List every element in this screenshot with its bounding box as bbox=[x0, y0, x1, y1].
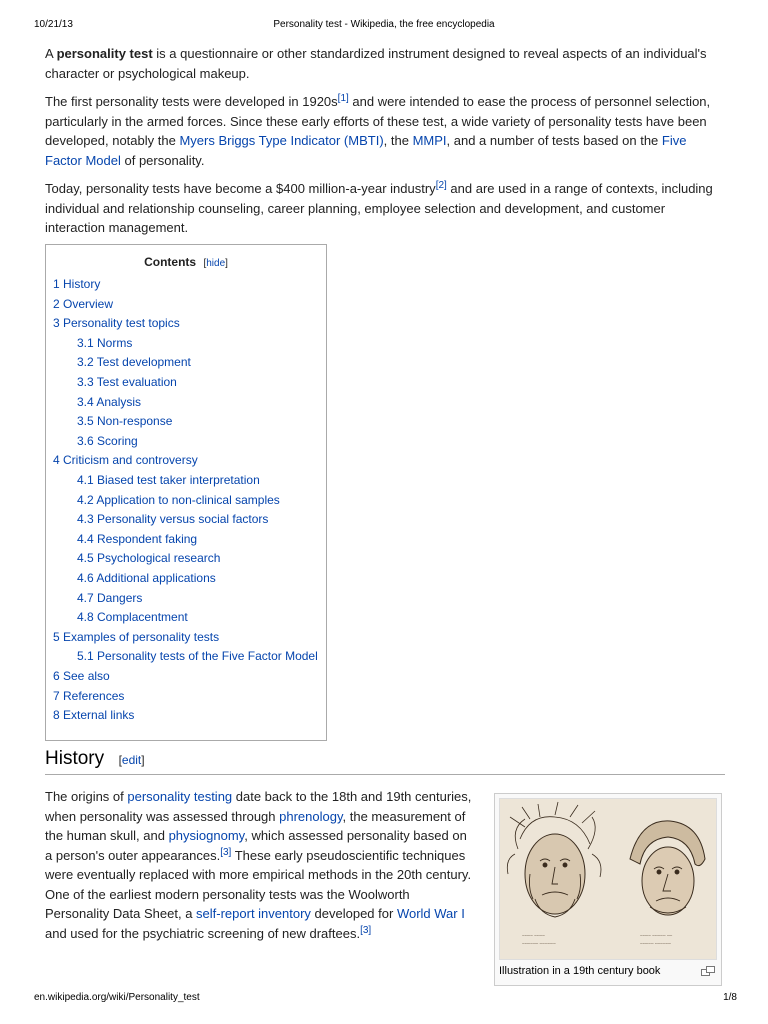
toc-item bbox=[53, 277, 100, 291]
intro-paragraph-3: Today, personality tests have become a $400 million-a-year industry[2] and are used in a range of contexts, including individual and relationship counseling, career planning, employee selection and development, and customer interaction management. bbox=[45, 180, 713, 235]
figure-image[interactable] bbox=[499, 798, 717, 960]
toc-link[interactable]: 4.5 Psychological research bbox=[77, 551, 221, 566]
toc-item bbox=[77, 610, 188, 624]
toc-item bbox=[53, 708, 134, 722]
toc-link[interactable]: 4.7 Dangers bbox=[77, 590, 143, 605]
toc-title: Contents bbox=[144, 255, 197, 269]
toc-link[interactable]: 5.1 Personality tests of the Five Factor Model bbox=[77, 649, 318, 664]
table-of-contents bbox=[45, 244, 327, 741]
toc-link[interactable]: 3 Personality test topics bbox=[53, 316, 180, 331]
toc-link[interactable]: 3.1 Norms bbox=[77, 335, 133, 350]
toc-item bbox=[77, 512, 268, 526]
toc-item bbox=[53, 630, 219, 644]
section-heading-history: History [edit] bbox=[45, 748, 725, 775]
toc-link[interactable]: 1 History bbox=[53, 277, 101, 291]
link-self-report-inventory[interactable]: self-report inventory bbox=[196, 906, 311, 921]
toc-link[interactable]: 4.6 Additional applications bbox=[77, 571, 216, 585]
link-mbti[interactable]: Myers Briggs Type Indicator (MBTI) bbox=[179, 133, 384, 148]
toc-link[interactable]: 8 External links bbox=[53, 708, 135, 723]
toc-item bbox=[77, 591, 142, 605]
toc-link[interactable]: 2 Overview bbox=[53, 296, 114, 311]
svg-text:~~~~ ~~~~~ ~~: ~~~~ ~~~~~ ~~ bbox=[640, 934, 673, 939]
toc-link[interactable]: 3.2 Test development bbox=[77, 355, 191, 370]
print-title: Personality test - Wikipedia, the free encyclopedia bbox=[273, 19, 495, 30]
svg-text:~~~~~~ ~~~~~~: ~~~~~~ ~~~~~~ bbox=[522, 942, 556, 947]
edit-section-link[interactable]: edit bbox=[121, 753, 142, 767]
toc-item bbox=[77, 473, 260, 487]
intro-paragraph-1: A personality test is a questionnaire or other standardized instrument designed to reveal aspects of an individual's character or psychological makeup. bbox=[45, 46, 707, 81]
toc-item bbox=[77, 434, 138, 448]
toc-link[interactable]: 4.2 Application to non-clinical samples bbox=[77, 492, 280, 507]
toc-link[interactable]: 4 Criticism and controversy bbox=[53, 453, 198, 468]
toc-link[interactable]: 3.3 Test evaluation bbox=[77, 375, 177, 389]
toc-link[interactable]: 4.3 Personality versus social factors bbox=[77, 512, 269, 527]
figure-caption: Illustration in a 19th century book bbox=[499, 965, 661, 977]
reference-link-2[interactable]: [2] bbox=[435, 180, 447, 191]
toc-link[interactable]: 4.1 Biased test taker interpretation bbox=[77, 473, 260, 487]
toc-item bbox=[53, 297, 113, 311]
toc-item bbox=[53, 689, 124, 703]
print-date: 10/21/13 bbox=[34, 19, 73, 30]
reference-link-3b[interactable]: [3] bbox=[360, 924, 372, 936]
print-footer bbox=[0, 992, 768, 1006]
print-page-number: 1/8 bbox=[723, 992, 737, 1003]
toc-link[interactable]: 3.5 Non-response bbox=[77, 414, 173, 429]
article-intro bbox=[45, 44, 725, 247]
link-phrenology[interactable]: phrenology bbox=[279, 808, 343, 824]
section-title: History bbox=[45, 748, 105, 769]
intro-paragraph-2: The first personality tests were developed in 1920s[1] and were intended to ease the process of personnel selection, particularly in the armed forces. Since these early efforts of these test, a wide variety of personality tests have been developed, notably the Myers Briggs Type Indicator (MBTI), the MMPI, and a number of tests based on the Five Factor Model of personality. bbox=[45, 93, 711, 168]
toc-link[interactable]: 4.8 Complacentment bbox=[77, 610, 188, 625]
toc-item bbox=[77, 336, 132, 350]
reference-link-1[interactable]: [1] bbox=[337, 93, 349, 104]
toc-link[interactable]: 6 See also bbox=[53, 669, 110, 683]
figure-thumbnail bbox=[494, 793, 722, 986]
svg-text:~~~~ ~~~~: ~~~~ ~~~~ bbox=[522, 934, 545, 939]
enlarge-icon[interactable] bbox=[701, 966, 715, 976]
toc-item bbox=[77, 395, 141, 409]
engraving-illustration bbox=[500, 799, 717, 960]
toc-item bbox=[77, 375, 177, 389]
article-subject: personality test bbox=[56, 46, 153, 61]
toc-link[interactable]: 5 Examples of personality tests bbox=[53, 629, 220, 644]
toc-item bbox=[77, 532, 197, 546]
toc-item bbox=[77, 493, 280, 507]
link-five-factor-model[interactable]: Five Factor Model bbox=[45, 133, 687, 168]
toc-header: Contents [hide] bbox=[144, 255, 228, 269]
svg-text:~~~~~ ~~~~~~: ~~~~~ ~~~~~~ bbox=[640, 942, 672, 947]
toc-item bbox=[77, 414, 172, 428]
toc-link[interactable]: 7 References bbox=[53, 688, 125, 703]
toc-link[interactable]: 4.4 Respondent faking bbox=[77, 531, 198, 546]
link-world-war-i[interactable]: World War I bbox=[396, 906, 465, 921]
reference-link-3[interactable]: [3] bbox=[220, 846, 232, 858]
print-url: en.wikipedia.org/wiki/Personality_test bbox=[34, 992, 200, 1003]
toc-hide-toggle[interactable]: hide bbox=[206, 258, 226, 269]
toc-item bbox=[77, 355, 191, 369]
print-header bbox=[0, 19, 768, 33]
toc-item bbox=[77, 571, 216, 585]
link-mmpi[interactable]: MMPI bbox=[412, 133, 447, 148]
toc-item bbox=[53, 669, 110, 683]
toc-item bbox=[77, 551, 220, 565]
toc-link[interactable]: 3.4 Analysis bbox=[77, 394, 142, 409]
history-paragraph: The origins of personality testing date back to the 18th and 19th centuries, when personality was assessed through phrenology, the measurement of the human skull, and physiognomy, which assessed personality based on a person's outer appearances.[3] These early pseudoscientific techniques were eventually replaced with more empirical methods in the 20th century. One of the earliest modern personality tests was the Woolworth Personality Data Sheet, a self-report inventory developed for World War I and used for the psychiatric screening of new draftees.[3] bbox=[45, 789, 472, 941]
toc-item bbox=[77, 649, 318, 663]
toc-link[interactable]: 3.6 Scoring bbox=[77, 433, 138, 448]
toc-item bbox=[53, 316, 180, 330]
link-personality-testing[interactable]: personality testing bbox=[127, 789, 233, 804]
toc-item bbox=[53, 453, 198, 467]
link-physiognomy[interactable]: physiognomy bbox=[168, 828, 245, 843]
